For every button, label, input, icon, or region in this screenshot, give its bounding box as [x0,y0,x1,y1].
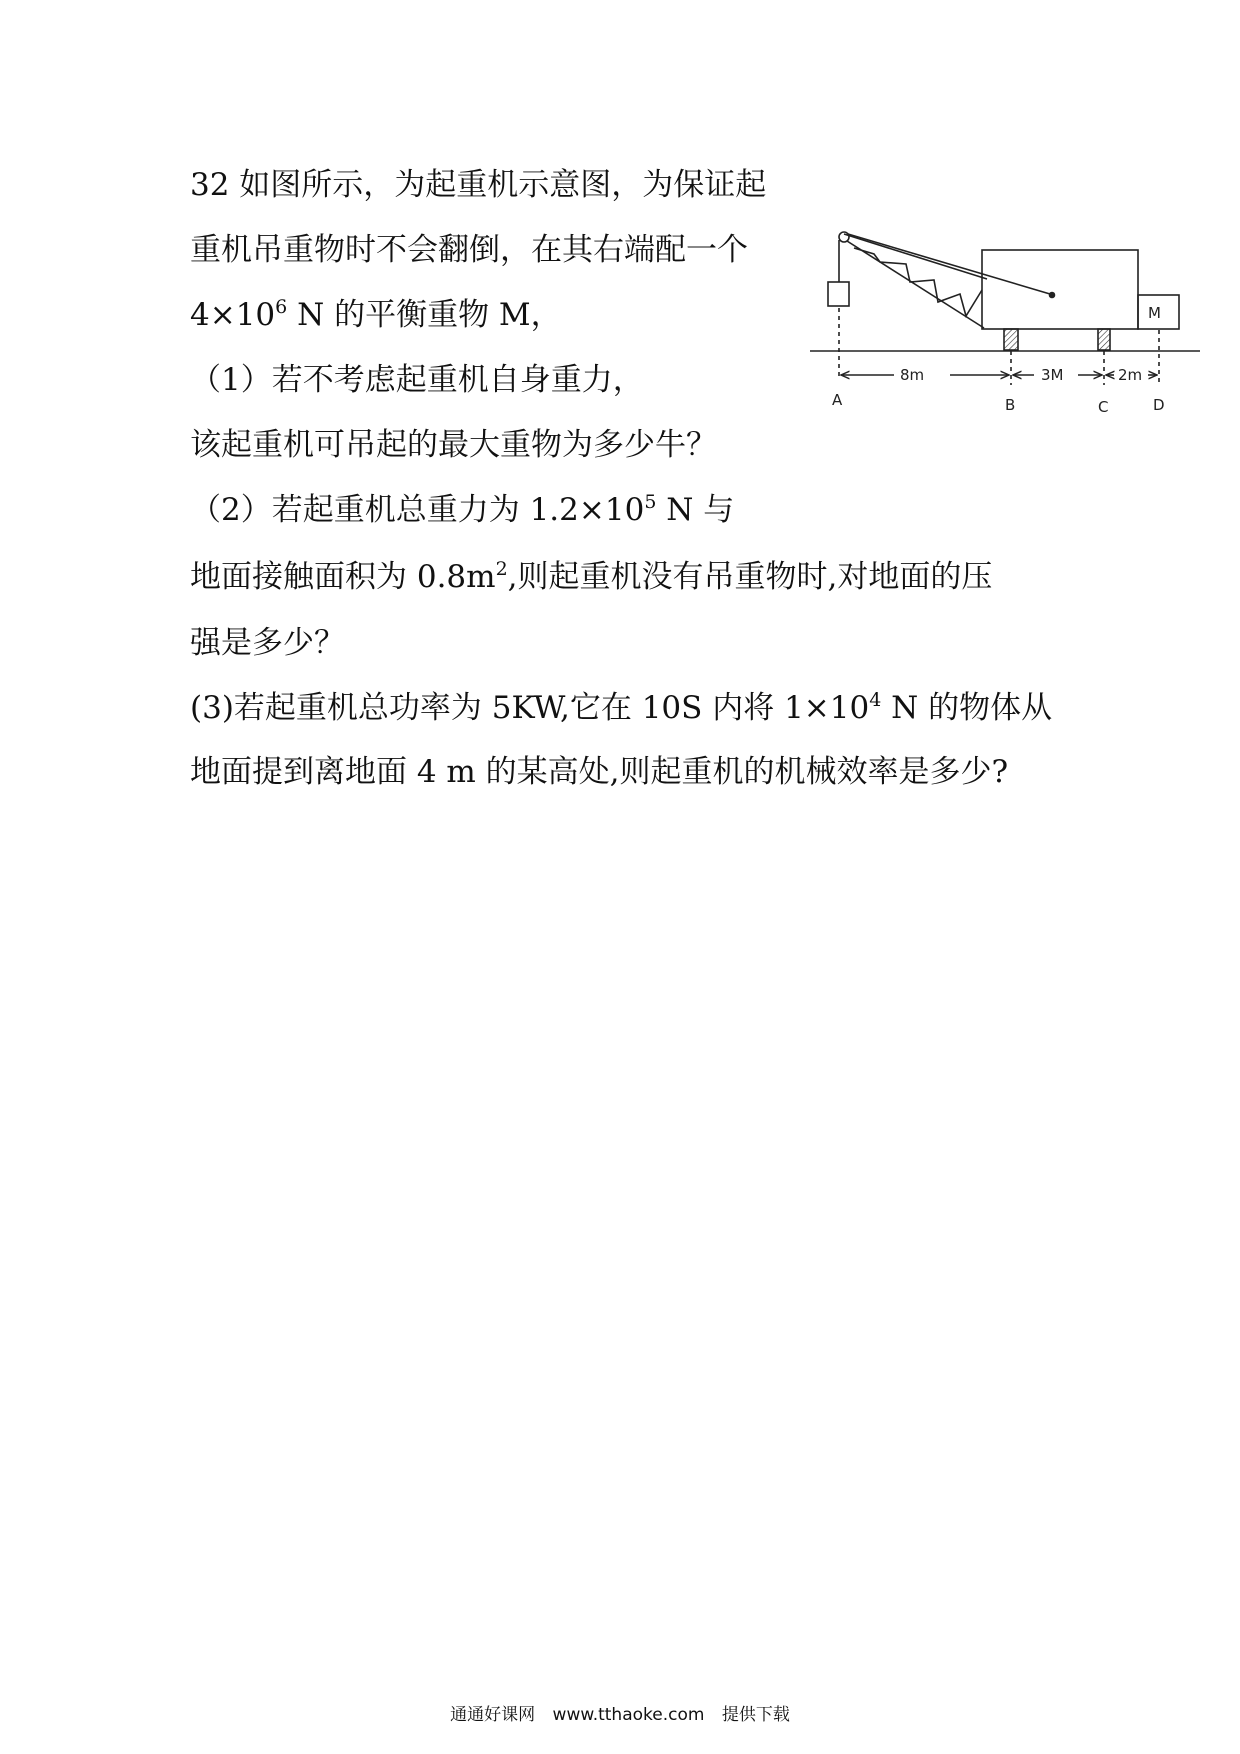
question-part-2-cont: 地面接触面积为 $0.8m^2$,则起重机没有吊重物时,对地面的压 [190,558,993,595]
footer [0,1700,1240,1725]
point-b-label: B [1005,396,1016,414]
boom-top [844,234,987,279]
footer-suffix: 提供下载 [721,1705,790,1725]
crane-diagram [810,220,1210,420]
point-d-label: D [1153,396,1165,414]
question-part-3-cont: 地面提到离地面 4 m 的某高处,则起重机的机械效率是多少? [190,754,1009,790]
question-line-3: $4\times 10^6$ N 的平衡重物 M， [190,296,562,333]
counterweight-label: M [1148,304,1161,322]
question-part-1: （1）若不考虑起重机自身重力， [190,362,644,398]
question-part-1-cont: 该起重机可吊起的最大重物为多少牛？ [190,427,717,463]
support-c [1098,329,1110,350]
crane-body [982,250,1138,329]
question-part-3: (3)若起重机总功率为 5KW,它在 10S 内将 $1\times 10^4$ N 的物体从 [190,689,1053,726]
cable [848,234,1050,294]
footer-url[interactable]: www.tthaoke.com [552,1705,705,1725]
distance-ab-label: 8m [900,366,925,384]
question-line-1: 32 如图所示，为起重机示意图，为保证起 [190,167,767,203]
point-c-label: C [1098,398,1109,416]
distance-cd-label: 2m [1118,366,1143,384]
hanging-load [828,282,849,306]
question-part-2: （2）若起重机总重力为 $1.2\times 10^5$ N 与 [190,491,735,528]
center-of-gravity [1050,293,1055,298]
distance-bc-label: 3M [1041,366,1064,384]
question-line-2: 重机吊重物时不会翻倒，在其右端配一个 [190,232,748,268]
footer-site-name: 通通好课网 [450,1705,536,1725]
point-a-label: A [832,391,843,409]
question-part-2-end: 强是多少？ [190,625,345,661]
support-b [1004,329,1018,350]
